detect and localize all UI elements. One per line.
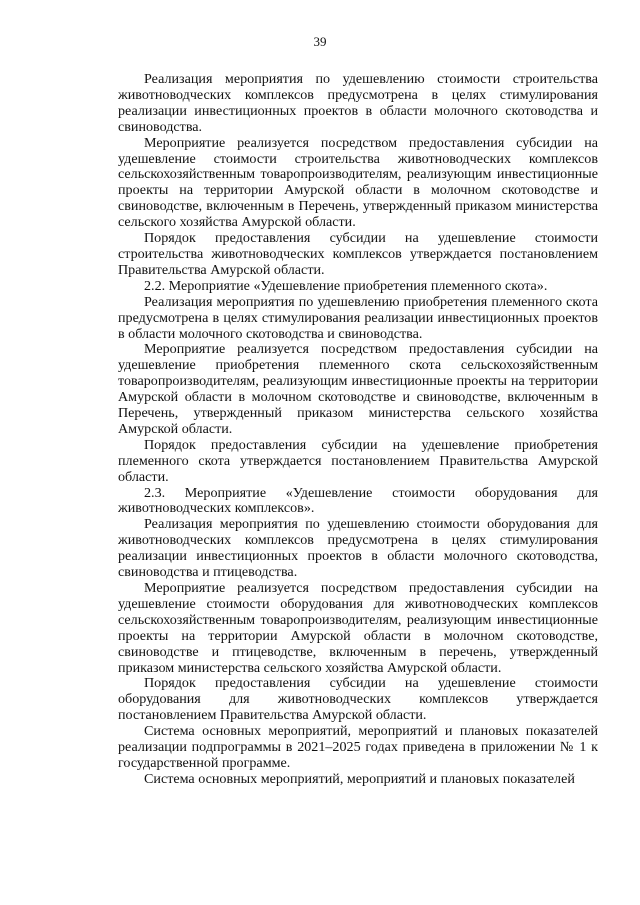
- paragraph-equipment-procedure: Порядок предоставления субсидии на удешевление стоимости оборудования для животноводческих комплексов утверждается постановлением Правительства Амурской области.: [118, 675, 598, 724]
- paragraph-system-of-measures-appendix: Система основных мероприятий, мероприятий и плановых показателей реализации подпрограммы в 2021–2025 годах приведена в приложении № 1 к государственной программе.: [118, 723, 598, 771]
- section-heading-2-2: 2.2. Мероприятие «Удешевление приобретения племенного скота».: [144, 277, 548, 294]
- section-heading-2-3: 2.3. Мероприятие «Удешевление стоимости оборудования для животноводческих комплексов».: [118, 484, 598, 517]
- paragraph-system-of-measures-continued: Система основных мероприятий, мероприятий и плановых показателей: [144, 770, 575, 787]
- paragraph-equipment-purpose: Реализация мероприятия по удешевлению стоимости оборудования для животноводческих комплексов предусмотрена в целях стимулирования реализации инвестиционных проектов в области молочного скотоводства, свиноводства и птицеводства.: [118, 516, 598, 581]
- paragraph-construction-subsidy-procedure: Порядок предоставления субсидии на удешевление стоимости строительства животноводческих комплексов утверждается постановлением Правительства Амурской области.: [118, 230, 598, 278]
- paragraph-breeding-stock-mechanism: Мероприятие реализуется посредством предоставления субсидии на удешевление приобретения племенного скота сельскохозяйственным товаропроизводителям, реализующим инвестиционные проекты на территории Амурской области в молочном скотоводстве и свиноводстве, включенным в Перечень, утвержденный приказом министерства сельского хозяйства Амурской области.: [118, 341, 598, 437]
- document-body: [118, 72, 598, 788]
- page-number: 39: [313, 34, 327, 49]
- paragraph-equipment-mechanism: Мероприятие реализуется посредством предоставления субсидии на удешевление стоимости оборудования для животноводческих комплексов сельскохозяйственным товаропроизводителям, реализующим инвестиционные проекты на территории Амурской области в молочном скотоводстве, свиноводстве и птицеводстве, включенным в перечень, утвержденный приказом министерства сельского хозяйства Амурской области.: [118, 580, 598, 676]
- paragraph-construction-subsidy-mechanism: Мероприятие реализуется посредством предоставления субсидии на удешевление стоимости строительства животноводческих комплексов сельскохозяйственным товаропроизводителям, реализующим инвестиционные проекты на территории Амурской области в молочном скотоводстве и свиноводстве, включенным в Перечень, утвержденный приказом министерства сельского хозяйства Амурской области.: [118, 134, 598, 231]
- paragraph-construction-subsidy-purpose: Реализация мероприятия по удешевлению стоимости строительства животноводческих комплексов предусмотрена в целях стимулирования реализации инвестиционных проектов в области молочного скотоводства и свиноводства.: [118, 71, 598, 135]
- paragraph-breeding-stock-purpose: Реализация мероприятия по удешевлению приобретения племенного скота предусмотрена в целях стимулирования реализации инвестиционных проектов в области молочного скотоводства и свиноводства.: [118, 293, 598, 342]
- paragraph-breeding-stock-procedure: Порядок предоставления субсидии на удешевление приобретения племенного скота утверждается постановлением Правительства Амурской области.: [118, 436, 598, 485]
